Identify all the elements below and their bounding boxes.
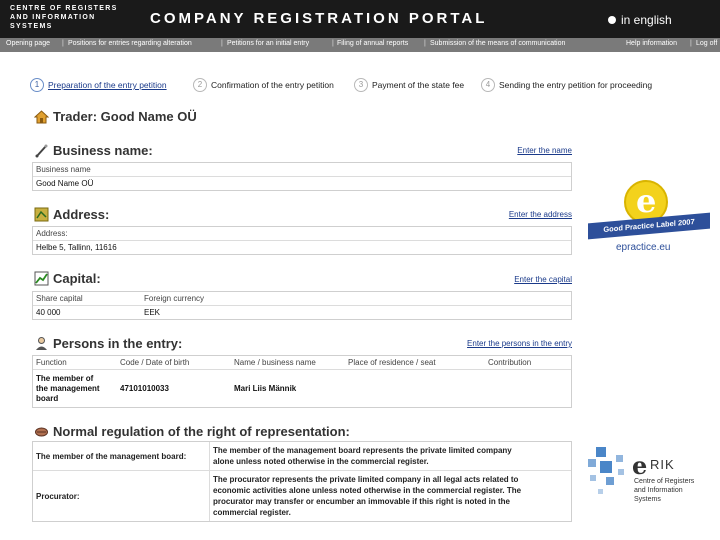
erik-logo [586, 447, 706, 511]
nav-annual-reports[interactable]: Filing of annual reports [337, 40, 409, 47]
logo-square [588, 459, 596, 467]
rep-text [209, 442, 571, 470]
address-title: Address: [53, 207, 110, 222]
rep-line: The procurator represents the private limited company in all legal acts related to [213, 475, 519, 484]
share-capital-header: Share capital [36, 294, 83, 303]
table-row [33, 240, 571, 254]
nav-alteration-petitions[interactable]: Positions for entries regarding alteration [68, 40, 192, 47]
portal-title: COMPANY REGISTRATION PORTAL [150, 10, 488, 27]
nav-separator: | [690, 40, 692, 47]
enter-capital-link[interactable]: Enter the capital [514, 275, 572, 284]
persons-table [32, 355, 572, 408]
address-table [32, 226, 572, 255]
contribution-value [485, 387, 491, 391]
erik-sub-line: Systems [634, 496, 661, 503]
nav-initial-entry[interactable]: Petitions for an initial entry [227, 40, 310, 47]
representation-table [32, 441, 572, 522]
persons-title: Persons in the entry: [53, 336, 183, 351]
address-value: Helbe 5, Tallinn, 11616 [36, 243, 117, 252]
badge-letter: e [636, 182, 657, 220]
currency-value: EEK [144, 308, 161, 317]
logo-square [598, 489, 603, 494]
erik-e: e [632, 451, 648, 480]
step-label: Sending the entry petition for proceeding [499, 80, 653, 90]
business-name-table [32, 162, 572, 191]
step-number: 2 [193, 78, 207, 92]
erik-sub-line: Centre of Registers [634, 478, 695, 485]
step-label: Payment of the state fee [372, 80, 465, 90]
share-capital-value: 40 000 [36, 308, 61, 317]
name-header: Name / business name [234, 358, 316, 367]
rep-line: procurator may transfer or encumber an immovable if this right is noted in the [213, 497, 510, 506]
language-switch[interactable] [608, 13, 672, 27]
nav-separator: | [221, 40, 223, 47]
table-row [33, 442, 571, 470]
org-line-2: AND INFORMATION [10, 14, 96, 21]
table-row [33, 470, 571, 521]
persons-heading [34, 336, 182, 351]
language-label[interactable]: in english [621, 13, 672, 27]
org-line-3: SYSTEMS [10, 23, 53, 30]
table-header-row [33, 292, 571, 305]
nav-logout[interactable]: Log off [696, 40, 718, 47]
enter-address-link[interactable]: Enter the address [508, 210, 572, 219]
address-header: Address: [36, 229, 68, 238]
rep-line: economic activities alone unless noted otherwise in the commercial register. The [213, 486, 522, 495]
rep-text [209, 471, 571, 521]
function-line: board [36, 393, 59, 403]
step-label[interactable]: Preparation of the entry petition [48, 80, 167, 90]
capital-title: Capital: [53, 271, 101, 286]
portal-header [0, 0, 720, 38]
address-heading [34, 207, 109, 222]
residence-value [345, 387, 485, 391]
business-name-heading [34, 143, 153, 158]
logo-square [606, 477, 614, 485]
business-name-title: Business name: [53, 143, 153, 158]
map-icon [34, 207, 49, 222]
step-number: 3 [354, 78, 368, 92]
table-row [33, 176, 571, 190]
person-icon [34, 336, 49, 351]
step-3 [354, 78, 464, 92]
capital-table [32, 291, 572, 320]
badge-ribbon: Good Practice Label 2007 [588, 213, 710, 240]
chart-icon [34, 271, 49, 286]
function-line: The member of [36, 373, 94, 383]
logo-square [590, 475, 596, 481]
trader-name: Trader: Good Name OÜ [53, 109, 197, 124]
function-line: the management [36, 383, 100, 393]
rep-line: commercial register. [213, 508, 291, 517]
good-practice-badge[interactable] [588, 178, 710, 258]
main-nav [0, 38, 720, 52]
table-header-row [33, 163, 571, 176]
enter-persons-link[interactable]: Enter the persons in the entry [467, 339, 572, 348]
trader-heading [34, 109, 197, 124]
step-1[interactable] [30, 78, 167, 92]
nav-means-of-communication[interactable]: Submission of the means of communication [430, 40, 566, 47]
rep-role: The member of the management board: [36, 451, 187, 461]
nav-opening-page[interactable]: Opening page [6, 40, 50, 47]
bullet-icon [608, 16, 616, 24]
nav-separator: | [424, 40, 426, 47]
rep-role: Procurator: [36, 491, 80, 501]
rep-line: alone unless noted otherwise in the commercial register. [213, 457, 429, 466]
step-number: 4 [481, 78, 495, 92]
residence-header: Place of residence / seat [348, 358, 436, 367]
rep-line: The member of the management board represents the private limited company [213, 446, 512, 455]
currency-header: Foreign currency [144, 294, 205, 303]
step-4 [481, 78, 652, 92]
table-header-row [33, 227, 571, 240]
function-value [33, 372, 117, 406]
erik-rik: RIK [650, 457, 675, 472]
contribution-header: Contribution [488, 358, 532, 367]
table-row [33, 305, 571, 319]
nav-separator: | [332, 40, 334, 47]
code-value: 47101010033 [120, 384, 169, 393]
step-label: Confirmation of the entry petition [211, 80, 334, 90]
step-2 [193, 78, 334, 92]
capital-heading [34, 271, 101, 286]
representation-heading [34, 424, 350, 439]
erik-sub-line: and Information [634, 487, 683, 494]
erik-subtitle [634, 477, 694, 504]
house-icon [34, 109, 49, 124]
name-value: Mari Liis Männik [234, 384, 297, 393]
badge-url: epractice.eu [616, 242, 671, 253]
logo-square [618, 469, 624, 475]
representation-title: Normal regulation of the right of representation: [53, 424, 350, 439]
org-line-1: CENTRE OF REGISTERS [10, 5, 118, 12]
nav-separator: | [62, 40, 64, 47]
enter-name-link[interactable]: Enter the name [517, 146, 572, 155]
logo-square [616, 455, 623, 462]
org-name [10, 4, 140, 31]
business-name-header: Business name [36, 165, 91, 174]
table-header-row [33, 356, 571, 369]
business-name-value: Good Name OÜ [36, 179, 94, 188]
pen-icon [34, 143, 49, 158]
step-number: 1 [30, 78, 44, 92]
table-row [33, 369, 571, 407]
handshake-icon [34, 424, 49, 439]
logo-square [600, 461, 612, 473]
code-header: Code / Date of birth [120, 358, 190, 367]
function-header: Function [36, 358, 67, 367]
nav-help[interactable]: Help information [626, 40, 677, 47]
logo-square [596, 447, 606, 457]
